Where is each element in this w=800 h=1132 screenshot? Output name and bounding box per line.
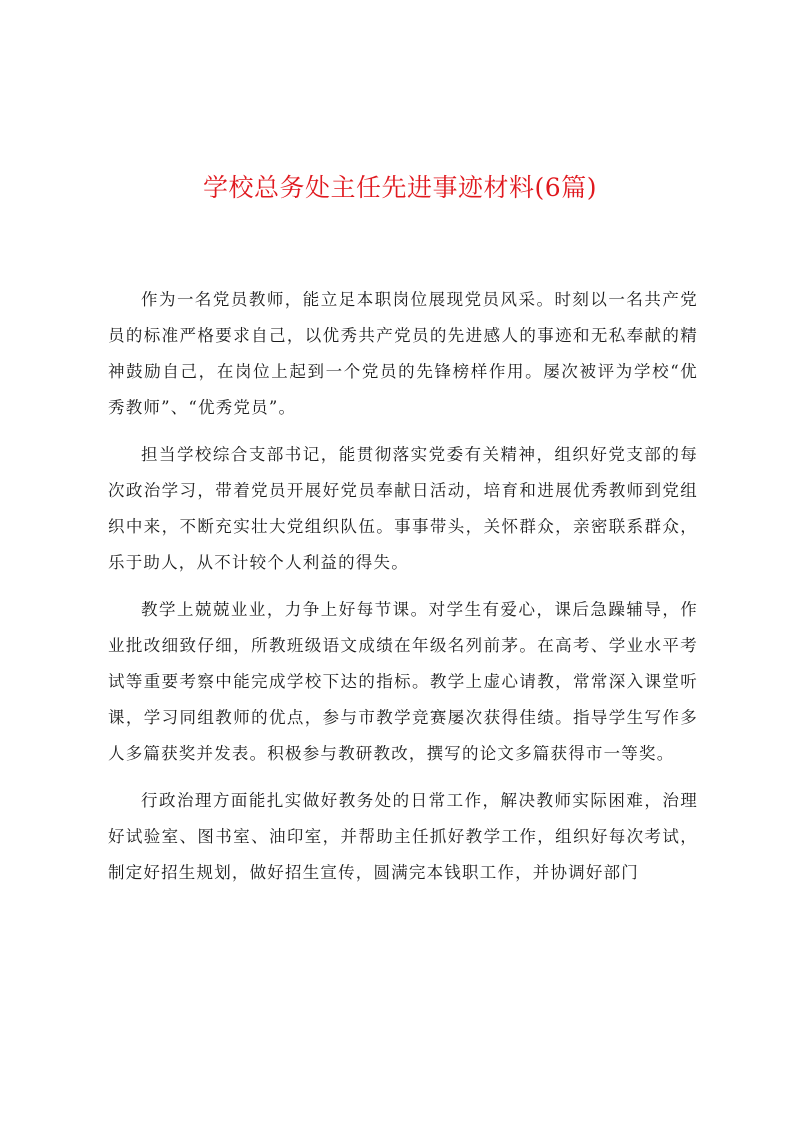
paragraph-branch-secretary: 担当学校综合支部书记，能贯彻落实党委有关精神，组织好党支部的每次政治学习，带着党员开展好党员奉献日活动，培育和进展优秀教师到党组织中来，不断充实壮大党组织队伍。事事带头，关怀群众，亲密联系群众，乐于助人，从不计较个人利益的得失。 xyxy=(108,445,698,572)
paragraph-teaching: 教学上兢兢业业，力争上好每节课。对学生有爱心，课后急躁辅导，作业批改细致仔细，所教班级语文成绩在年级名列前茅。在高考、学业水平考试等重要考察中能完成学校下达的指标。教学上虚心请教，常常深入课堂听课，学习同组教师的优点，参与市教学竞赛屡次获得佳绩。指导学生写作多人多篇获奖并发表。积极参与教研教改，撰写的论文多篇获得市一等奖。 xyxy=(108,600,698,763)
document-body xyxy=(108,282,698,902)
paragraph-party-teacher: 作为一名党员教师，能立足本职岗位展现党员风采。时刻以一名共产党员的标准严格要求自己，以优秀共产党员的先进感人的事迹和无私奉献的精神鼓励自己，在岗位上起到一个党员的先锋榜样作用。屡次被评为学校“优秀教师”、“优秀党员”。 xyxy=(108,290,698,417)
document-title: 学校总务处主任先进事迹材料(6篇) xyxy=(203,173,597,202)
paragraph-administration: 行政治理方面能扎实做好教务处的日常工作，解决教师实际困难，治理好试验室、图书室、油印室，并帮助主任抓好教学工作，组织好每次考试，制定好招生规划，做好招生宣传，圆满完本钱职工作，并协调好部门 xyxy=(108,791,698,882)
